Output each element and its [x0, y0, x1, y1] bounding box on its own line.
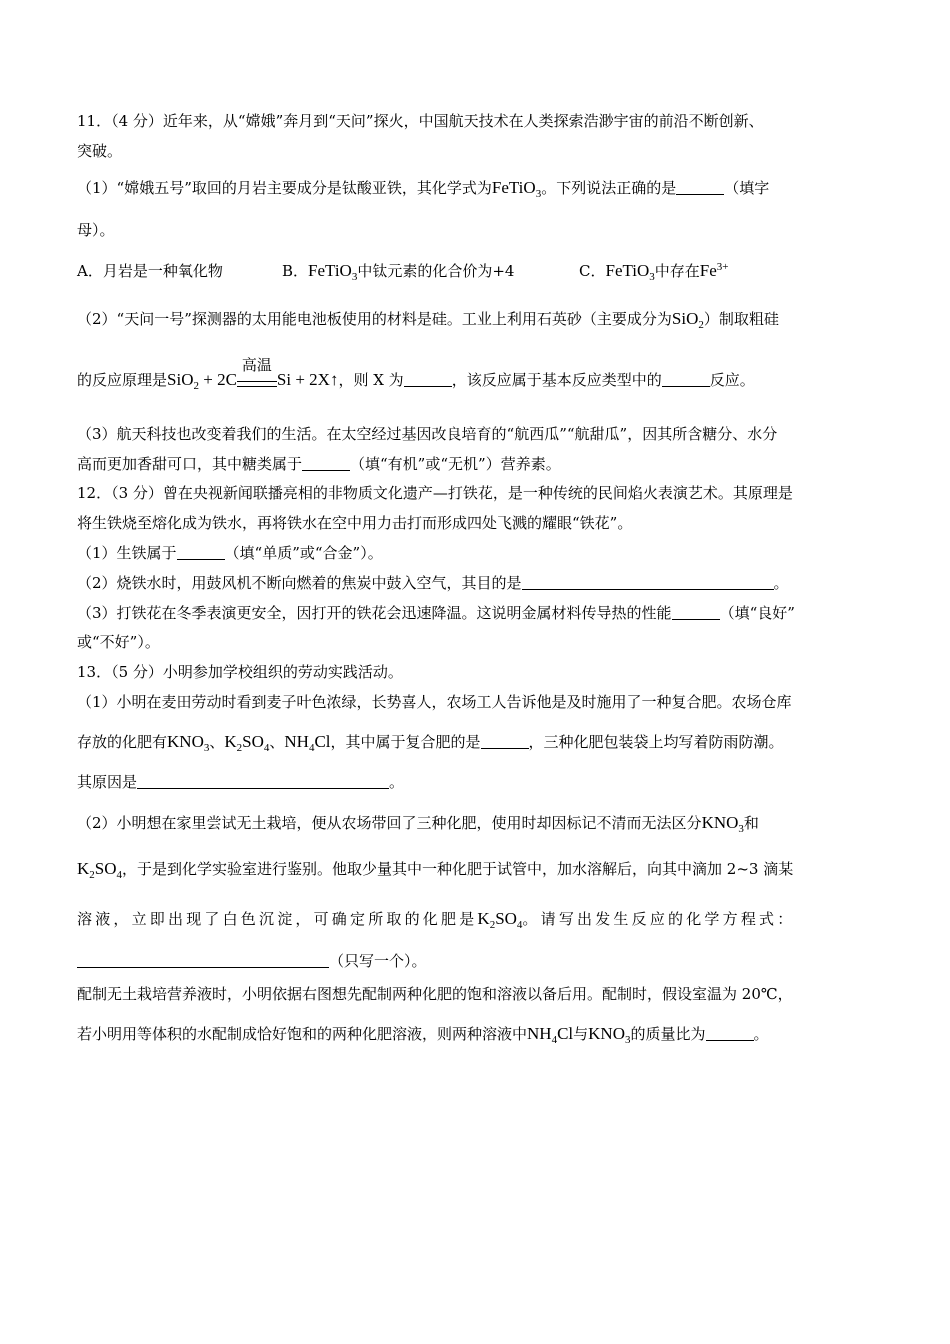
q11-part3-line1: （3）航天科技也改变着我们的生活。在太空经过基因改良培育的“航西瓜”“航甜瓜”，因其所含糖分、水分 — [77, 425, 778, 443]
q13-part2-line4: （只写一个）。 — [77, 952, 877, 970]
q12-part1: （1）生铁属于 （填“单质”或“合金”）。 — [77, 544, 383, 562]
reaction-condition: 高温 — [237, 377, 277, 387]
q13-part1-line1: （1）小明在麦田劳动时看到麦子叶色浓绿，长势喜人，农场工人告诉他是及时施用了一种复合肥。农场仓库 — [77, 693, 792, 711]
q11-options — [77, 261, 877, 283]
q13-part3-line1: 配制无土栽培营养液时，小明依据右图想先配制两种化肥的饱和溶液以备后用。配制时，假设室温为 20℃， — [77, 985, 793, 1003]
q13-line1: 13．（5 分）小明参加学校组织的劳动实践活动。 — [77, 663, 403, 681]
answer-blank[interactable] — [137, 774, 389, 789]
q12-part2: （2）烧铁水时，用鼓风机不断向燃着的焦炭中鼓入空气，其目的是 。 — [77, 574, 789, 592]
answer-blank[interactable] — [676, 180, 724, 195]
q11-intro-line1: 11．（4 分）近年来，从“嫦娥”奔月到“天问”探火，中国航天技术在人类探索浩渺宇宙的前沿不断创新、 — [77, 112, 764, 130]
q13-part1-line3: 其原因是 。 — [77, 773, 405, 791]
q13-part2-line3: 溶液，立即出现了白色沉淀，可确定所取的化肥是$K_2SO_4$。请写出发生反应的化学方程式： — [77, 909, 796, 931]
q13-part2-line1: （2）小明想在家里尝试无土栽培，便从农场带回了三种化肥，使用时却因标记不清而无法区分$KNO_3$和 — [77, 813, 759, 835]
answer-blank[interactable] — [662, 372, 710, 387]
q11-part3-line2: 高而更加香甜可口，其中糖类属于 （填“有机”或“无机”）营养素。 — [77, 455, 561, 473]
q12-part3-line1: （3）打铁花在冬季表演更安全，因打开的铁花会迅速降温。这说明金属材料传导热的性能 （填“良好” — [77, 604, 795, 622]
q11-part1-line1: （1）“嫦娥五号”取回的月岩主要成分是钛酸亚铁，其化学式为FeTiO$_3$。下列说法正确的是 （填字 — [77, 178, 770, 200]
chemical-equation: SiO$_2$ + 2C 高温 Si + 2X↑ — [167, 358, 339, 392]
answer-blank[interactable] — [672, 605, 720, 620]
q13-part2-line2: $K_2SO_4$，于是到化学实验室进行鉴别。他取少量其中一种化肥于试管中，加水溶解后，向其中滴加 2~3 滴某 — [77, 859, 794, 881]
option-a: A．月岩是一种氧化物 — [77, 262, 223, 280]
answer-blank[interactable] — [404, 372, 452, 387]
option-c: C．FeTiO$_3$中存在$Fe^{3+}$ — [579, 261, 729, 283]
q13-part1-line2: 存放的化肥有$KNO_3$、$K_2SO_4$、$NH_4Cl$，其中属于复合肥的是 ，三种化肥包装袋上均写着防雨防潮。 — [77, 732, 784, 754]
q11-intro-line2: 突破。 — [77, 142, 123, 160]
q12-line1: 12．（3 分）曾在央视新闻联播亮相的非物质文化遗产—打铁花，是一种传统的民间焰火表演艺术。其原理是 — [77, 484, 793, 502]
q13-part3-line2: 若小明用等体积的水配制成恰好饱和的两种化肥溶液，则两种溶液中$NH_4Cl$与$KNO_3$的质量比为 。 — [77, 1024, 769, 1046]
answer-blank[interactable] — [302, 456, 350, 471]
answer-blank[interactable] — [481, 734, 529, 749]
q12-line2: 将生铁烧至熔化成为铁水，再将铁水在空中用力击打而形成四处飞溅的耀眼“铁花”。 — [77, 514, 633, 532]
answer-blank[interactable] — [77, 953, 329, 968]
q11-part1-line2: 母）。 — [77, 221, 115, 239]
q11-part2-equation-line: 的反应原理是SiO$_2$ + 2C 高温 Si + 2X↑，则 X 为 ，该反应属于基本反应类型中的 反应。 — [77, 358, 755, 392]
answer-blank[interactable] — [522, 575, 774, 590]
q12-part3-line2: 或“不好”）。 — [77, 633, 160, 651]
answer-blank[interactable] — [706, 1026, 754, 1041]
answer-blank[interactable] — [177, 545, 225, 560]
option-b: B．FeTiO$_3$中钛元素的化合价为+4 — [282, 261, 515, 283]
q11-part2-line1: （2）“天问一号”探测器的太用能电池板使用的材料是硅。工业上利用石英砂（主要成分为SiO$_2$）制取粗硅 — [77, 309, 779, 331]
